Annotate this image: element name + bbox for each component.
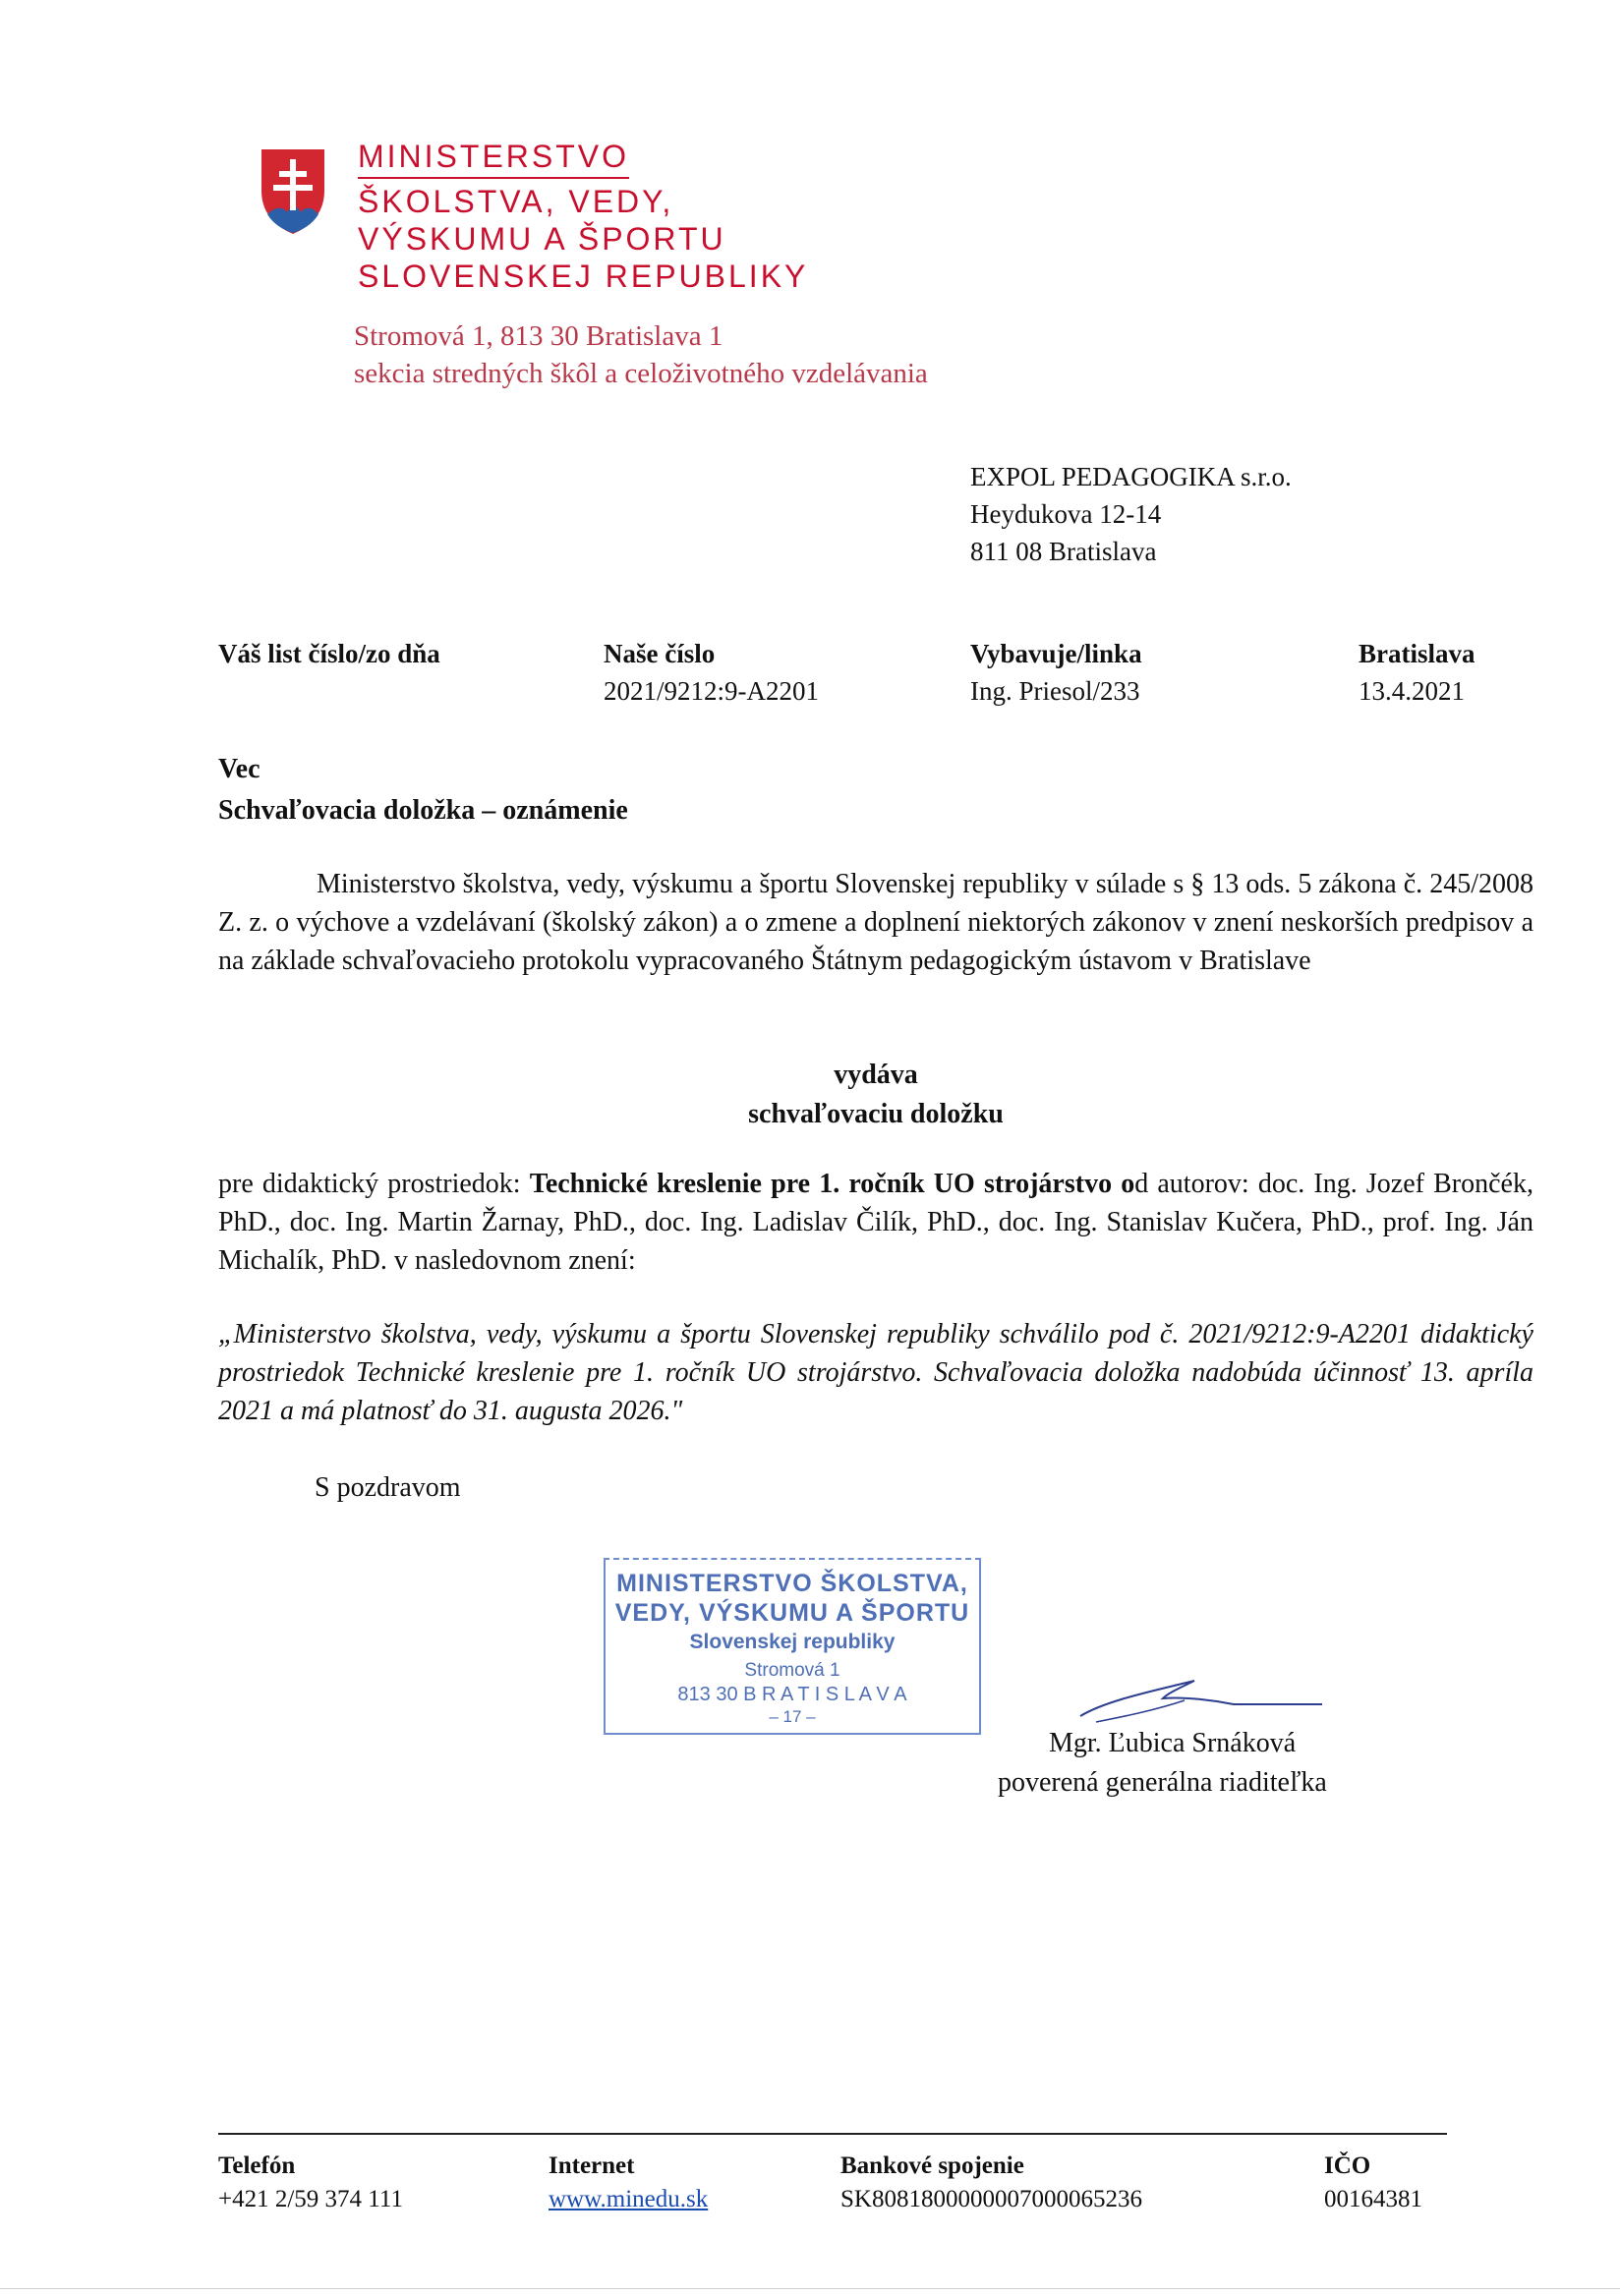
footer-phone-label: Telefón <box>218 2152 296 2179</box>
recipient-address <box>970 458 1292 570</box>
footer-bank-label: Bankové spojenie <box>840 2152 1024 2179</box>
ministry-line-4: SLOVENSKEJ REPUBLIKY <box>358 258 809 294</box>
body-paragraph-2 <box>218 1165 1533 1280</box>
footer-phone-value: +421 2/59 374 111 <box>218 2186 403 2212</box>
body-paragraph-1-text: Ministerstvo školstva, vedy, výskumu a športu Slovenskej republiky v súlade s § 13 ods. 5 zákona č. 245/2008 Z. z. o výchove a vzdelávaní (školský zákon) a o zmene a doplnení niektorých zákonov v znení neskorších predpisov a na základe schvaľovacieho protokolu vypracovaného Štátnym pedagogickým ústavom v Bratislave <box>218 869 1533 976</box>
footer-phone <box>218 2150 403 2216</box>
footer-ico-label: IČO <box>1324 2152 1371 2179</box>
recipient-city: 811 08 Bratislava <box>970 537 1157 566</box>
footer-internet-label: Internet <box>549 2152 635 2179</box>
subject-title: Schvaľovacia doložka – oznámenie <box>218 795 628 826</box>
signer-name: Mgr. Ľubica Srnáková <box>1049 1728 1297 1758</box>
stamp-line-4: Stromová 1 <box>744 1660 840 1681</box>
ministry-line-1: MINISTERSTVO <box>358 138 629 179</box>
recipient-name: EXPOL PEDAGOGIKA s.r.o. <box>970 462 1292 491</box>
ref-place-date <box>1359 635 1475 710</box>
ref-place-label: Bratislava <box>1359 639 1475 668</box>
ministry-line-2: ŠKOLSTVA, VEDY, <box>358 184 674 219</box>
ministry-name <box>358 138 808 295</box>
body-paragraph-2-title: Technické kreslenie pre 1. ročník UO strojárstvo o <box>529 1169 1135 1199</box>
stamp-line-2: VEDY, VÝSKUMU A ŠPORTU <box>614 1599 970 1627</box>
stamp-line-3: Slovenskej republiky <box>689 1631 896 1653</box>
ref-handled-by-label: Vybavuje/linka <box>970 639 1142 668</box>
footer-ico-value: 00164381 <box>1324 2186 1422 2212</box>
stamp-line-1: MINISTERSTVO ŠKOLSTVA, <box>616 1570 968 1597</box>
issues-heading <box>218 1056 1533 1134</box>
sender-address-line-1: Stromová 1, 813 30 Bratislava 1 <box>354 320 723 352</box>
handwritten-signature <box>1067 1671 1332 1730</box>
subject-label: Vec <box>218 754 260 784</box>
body-paragraph-1 <box>218 865 1533 980</box>
ministry-line-3: VÝSKUMU A ŠPORTU <box>358 221 726 257</box>
sender-address <box>354 317 928 392</box>
footer-bank <box>840 2150 1142 2216</box>
scan-edge-line <box>0 2288 1620 2289</box>
stamp-line-5: 813 30 B R A T I S L A V A <box>677 1684 907 1705</box>
footer-bank-value: SK8081800000007000065236 <box>840 2186 1142 2212</box>
slovak-coat-of-arms-icon <box>258 145 328 236</box>
ref-our-number-label: Naše číslo <box>604 639 716 668</box>
footer-website-link[interactable]: www.minedu.sk <box>549 2186 709 2212</box>
signer-role: poverená generálna riaditeľka <box>998 1767 1327 1798</box>
ref-our-number-value: 2021/9212:9-A2201 <box>604 676 819 706</box>
sender-address-line-2: sekcia stredných škôl a celoživotného vzdelávania <box>354 358 928 389</box>
subject-block <box>218 749 628 832</box>
stamp-line-6: – 17 – <box>769 1707 816 1726</box>
ref-handled-by <box>970 635 1142 710</box>
ref-your-letter-label: Váš list číslo/zo dňa <box>218 639 440 668</box>
signer-block <box>998 1724 1327 1803</box>
issues-line-2: schvaľovaciu doložku <box>748 1099 1004 1129</box>
body-paragraph-2-rest: d autorov: doc. Ing. Jozef Brončék, PhD., doc. Ing. Martin Žarnay, PhD., doc. Ing. Ladislav Čilík, PhD., doc. Ing. Stanislav Kučera, PhD., prof. Ing. Ján Michalík, PhD. v nasledovnom znení: <box>218 1169 1533 1276</box>
footer-divider <box>218 2133 1447 2135</box>
ref-handled-by-value: Ing. Priesol/233 <box>970 676 1140 706</box>
body-paragraph-2-prefix: pre didaktický prostriedok: <box>218 1169 530 1199</box>
issues-line-1: vydáva <box>834 1060 918 1090</box>
recipient-street: Heydukova 12-14 <box>970 499 1162 529</box>
greeting: S pozdravom <box>315 1472 461 1503</box>
ref-your-letter <box>218 635 440 672</box>
footer-internet <box>549 2150 708 2216</box>
footer-ico <box>1324 2150 1422 2216</box>
approval-quote: „Ministerstvo školstva, vedy, výskumu a športu Slovenskej republiky schválilo pod č. 2021/9212:9-A2201 didaktický prostriedok Technické kreslenie pre 1. ročník UO strojárstvo. Schvaľovacia doložka nadobúda účinnosť 13. apríla 2021 a má platnosť do 31. augusta 2026." <box>218 1319 1533 1426</box>
ref-our-number <box>604 635 819 710</box>
ref-date-value: 13.4.2021 <box>1359 676 1465 706</box>
official-stamp <box>604 1558 981 1735</box>
